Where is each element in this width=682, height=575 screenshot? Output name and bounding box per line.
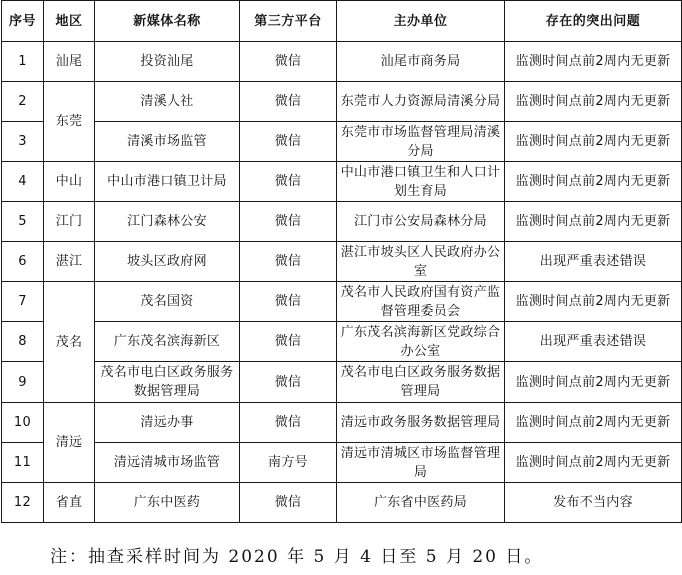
header-media-name: 新媒体名称	[95, 1, 240, 42]
cell-sponsor: 中山市港口镇卫生和人口计划生育局	[337, 162, 505, 202]
cell-media-name: 茂名国资	[95, 282, 240, 322]
cell-serial-no: 6	[2, 242, 44, 282]
cell-sponsor: 东莞市市场监督管理局清溪分局	[337, 122, 505, 162]
cell-serial-no: 1	[2, 42, 44, 82]
cell-platform: 微信	[240, 403, 337, 443]
cell-issue: 监测时间点前2周内无更新	[505, 202, 682, 242]
cell-issue: 监测时间点前2周内无更新	[505, 403, 682, 443]
cell-region: 湛江	[44, 242, 95, 282]
table-row	[2, 162, 682, 202]
cell-serial-no: 11	[2, 443, 44, 483]
cell-region: 东莞	[44, 82, 95, 162]
cell-media-name: 江门森林公安	[95, 202, 240, 242]
cell-serial-no: 7	[2, 282, 44, 322]
table-row	[2, 483, 682, 523]
cell-serial-no: 4	[2, 162, 44, 202]
inspection-table	[1, 0, 682, 523]
cell-serial-no: 3	[2, 122, 44, 162]
cell-media-name: 清远清城市场监管	[95, 443, 240, 483]
cell-media-name: 广东茂名滨海新区	[95, 322, 240, 362]
cell-serial-no: 9	[2, 362, 44, 403]
cell-issue: 监测时间点前2周内无更新	[505, 443, 682, 483]
cell-platform: 微信	[240, 82, 337, 122]
cell-serial-no: 2	[2, 82, 44, 122]
cell-sponsor: 东莞市人力资源局清溪分局	[337, 82, 505, 122]
table-row	[2, 122, 682, 162]
cell-platform: 微信	[240, 42, 337, 82]
cell-media-name: 广东中医药	[95, 483, 240, 523]
cell-sponsor: 清远市政务服务数据管理局	[337, 403, 505, 443]
table-row	[2, 82, 682, 122]
cell-issue: 监测时间点前2周内无更新	[505, 42, 682, 82]
cell-platform: 微信	[240, 322, 337, 362]
header-issue: 存在的突出问题	[505, 1, 682, 42]
cell-region: 汕尾	[44, 42, 95, 82]
cell-platform: 微信	[240, 202, 337, 242]
cell-sponsor: 湛江市坡头区人民政府办公室	[337, 242, 505, 282]
cell-platform: 微信	[240, 122, 337, 162]
cell-region: 清远	[44, 403, 95, 483]
cell-media-name: 清远办事	[95, 403, 240, 443]
cell-issue: 出现严重表述错误	[505, 242, 682, 282]
cell-sponsor: 茂名市电白区政务服务数据管理局	[337, 362, 505, 403]
cell-region: 中山	[44, 162, 95, 202]
cell-sponsor: 广东省中医药局	[337, 483, 505, 523]
header-sponsor: 主办单位	[337, 1, 505, 42]
cell-sponsor: 江门市公安局森林分局	[337, 202, 505, 242]
table-row	[2, 443, 682, 483]
table-row	[2, 282, 682, 322]
table-row	[2, 202, 682, 242]
cell-issue: 发布不当内容	[505, 483, 682, 523]
table-row	[2, 42, 682, 82]
cell-media-name: 中山市港口镇卫计局	[95, 162, 240, 202]
table-row	[2, 403, 682, 443]
cell-platform: 微信	[240, 242, 337, 282]
cell-sponsor: 清远市清城区市场监督管理局	[337, 443, 505, 483]
cell-media-name: 清溪人社	[95, 82, 240, 122]
header-serial-no: 序号	[2, 1, 44, 42]
cell-serial-no: 8	[2, 322, 44, 362]
cell-region: 省直	[44, 483, 95, 523]
cell-issue: 监测时间点前2周内无更新	[505, 82, 682, 122]
cell-media-name: 清溪市场监管	[95, 122, 240, 162]
cell-sponsor: 汕尾市商务局	[337, 42, 505, 82]
table-row	[2, 362, 682, 403]
cell-sponsor: 茂名市人民政府国有资产监督管理委员会	[337, 282, 505, 322]
cell-issue: 监测时间点前2周内无更新	[505, 162, 682, 202]
cell-platform: 微信	[240, 162, 337, 202]
cell-platform: 微信	[240, 483, 337, 523]
cell-media-name: 投资汕尾	[95, 42, 240, 82]
cell-platform: 微信	[240, 362, 337, 403]
table-row	[2, 322, 682, 362]
cell-platform: 南方号	[240, 443, 337, 483]
table-header-row	[2, 1, 682, 42]
cell-issue: 监测时间点前2周内无更新	[505, 122, 682, 162]
header-platform: 第三方平台	[240, 1, 337, 42]
table-row	[2, 242, 682, 282]
sampling-period-note: 注：抽查采样时间为 2020 年 5 月 4 日至 5 月 20 日。	[50, 547, 544, 567]
cell-serial-no: 10	[2, 403, 44, 443]
header-region: 地区	[44, 1, 95, 42]
cell-issue: 监测时间点前2周内无更新	[505, 282, 682, 322]
cell-region: 茂名	[44, 282, 95, 403]
cell-media-name: 坡头区政府网	[95, 242, 240, 282]
cell-issue: 监测时间点前2周内无更新	[505, 362, 682, 403]
cell-issue: 出现严重表述错误	[505, 322, 682, 362]
cell-serial-no: 5	[2, 202, 44, 242]
cell-media-name: 茂名市电白区政务服务数据管理局	[95, 362, 240, 403]
cell-serial-no: 12	[2, 483, 44, 523]
cell-region: 江门	[44, 202, 95, 242]
cell-platform: 微信	[240, 282, 337, 322]
cell-sponsor: 广东茂名滨海新区党政综合办公室	[337, 322, 505, 362]
